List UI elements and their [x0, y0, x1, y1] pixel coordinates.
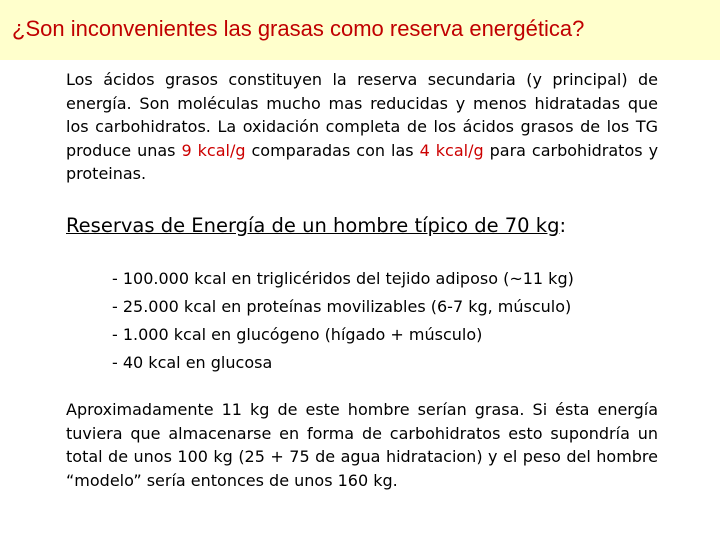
- slide-title: ¿Son inconvenientes las grasas como reserva energética?: [12, 16, 585, 41]
- list-item: - 40 kcal en glucosa: [112, 353, 273, 372]
- reserves-heading-text: Reservas de Energía de un hombre típico de 70 kg: [66, 214, 560, 237]
- reserves-list: [112, 265, 574, 377]
- conclusion-paragraph: Aproximadamente 11 kg de este hombre serían grasa. Si ésta energía tuviera que almacenarse en forma de carbohidratos esto supondría un total de unos 100 kg (25 + 75 de agua hidratacion) y el peso del hombre “modelo” sería entonces de unos 160 kg.: [66, 400, 658, 490]
- reserves-heading: [66, 214, 566, 237]
- title-bar: [0, 0, 720, 60]
- fat-energy-highlight: 9 kcal/g: [181, 140, 246, 160]
- intro-text-1: Los ácidos grasos constituyen la reserva secundaria (y principal) de energía. Son moléculas mucho mas reducidas y menos hidratadas que los carbohidratos. La oxidación completa de los ácidos grasos de los TG produce unas: [66, 70, 658, 160]
- carb-energy-highlight: 4 kcal/g: [419, 140, 484, 160]
- list-item: - 25.000 kcal en proteínas movilizables (6-7 kg, músculo): [112, 297, 572, 316]
- intro-paragraph: [66, 68, 658, 186]
- intro-text-3: para carbohidratos y proteinas.: [66, 140, 659, 183]
- intro-text-2: comparadas con las: [245, 140, 420, 160]
- list-item: - 1.000 kcal en glucógeno (hígado + músculo): [112, 325, 483, 344]
- reserves-heading-colon: :: [559, 214, 567, 237]
- list-item: - 100.000 kcal en triglicéridos del tejido adiposo (~11 kg): [112, 269, 574, 288]
